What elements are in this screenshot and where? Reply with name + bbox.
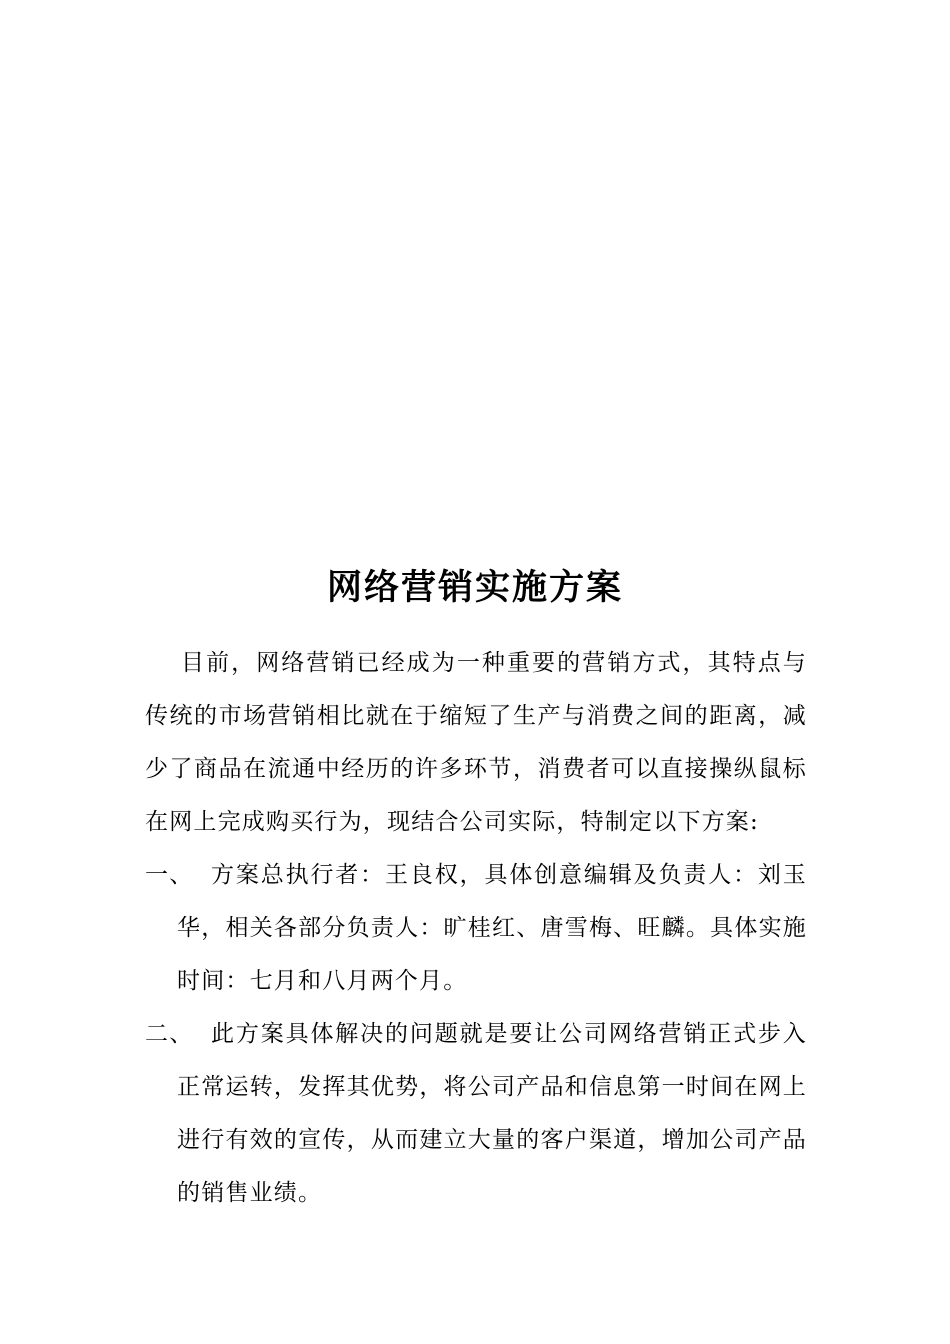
list-item-1 bbox=[145, 849, 807, 1008]
intro-paragraph: 目前，网络营销已经成为一种重要的营销方式，其特点与传统的市场营销相比就在于缩短了生产与消费之间的距离，减少了商品在流通中经历的许多环节，消费者可以直接操纵鼠标在网上完成购买行为，现结合公司实际，特制定以下方案: bbox=[145, 650, 807, 835]
document-title: 网络营销实施方案 bbox=[326, 568, 623, 608]
list-item-2 bbox=[145, 1008, 807, 1220]
list-item-2-text: 此方案具体解决的问题就是要让公司网络营销正式步入正常运转，发挥其优势，将公司产品和信息第一时间在网上进行有效的宣传，从而建立大量的客户渠道，增加公司产品的销售业绩。 bbox=[177, 1021, 807, 1206]
list-item-1-text: 方案总执行者：王良权，具体创意编辑及负责人：刘玉华，相关各部分负责人：旷桂红、唐雪梅、旺麟。具体实施时间：七月和八月两个月。 bbox=[177, 862, 807, 994]
list-marker-1: 一、 bbox=[145, 862, 194, 888]
list-marker-2: 二、 bbox=[145, 1021, 194, 1047]
document-body bbox=[145, 637, 807, 1220]
